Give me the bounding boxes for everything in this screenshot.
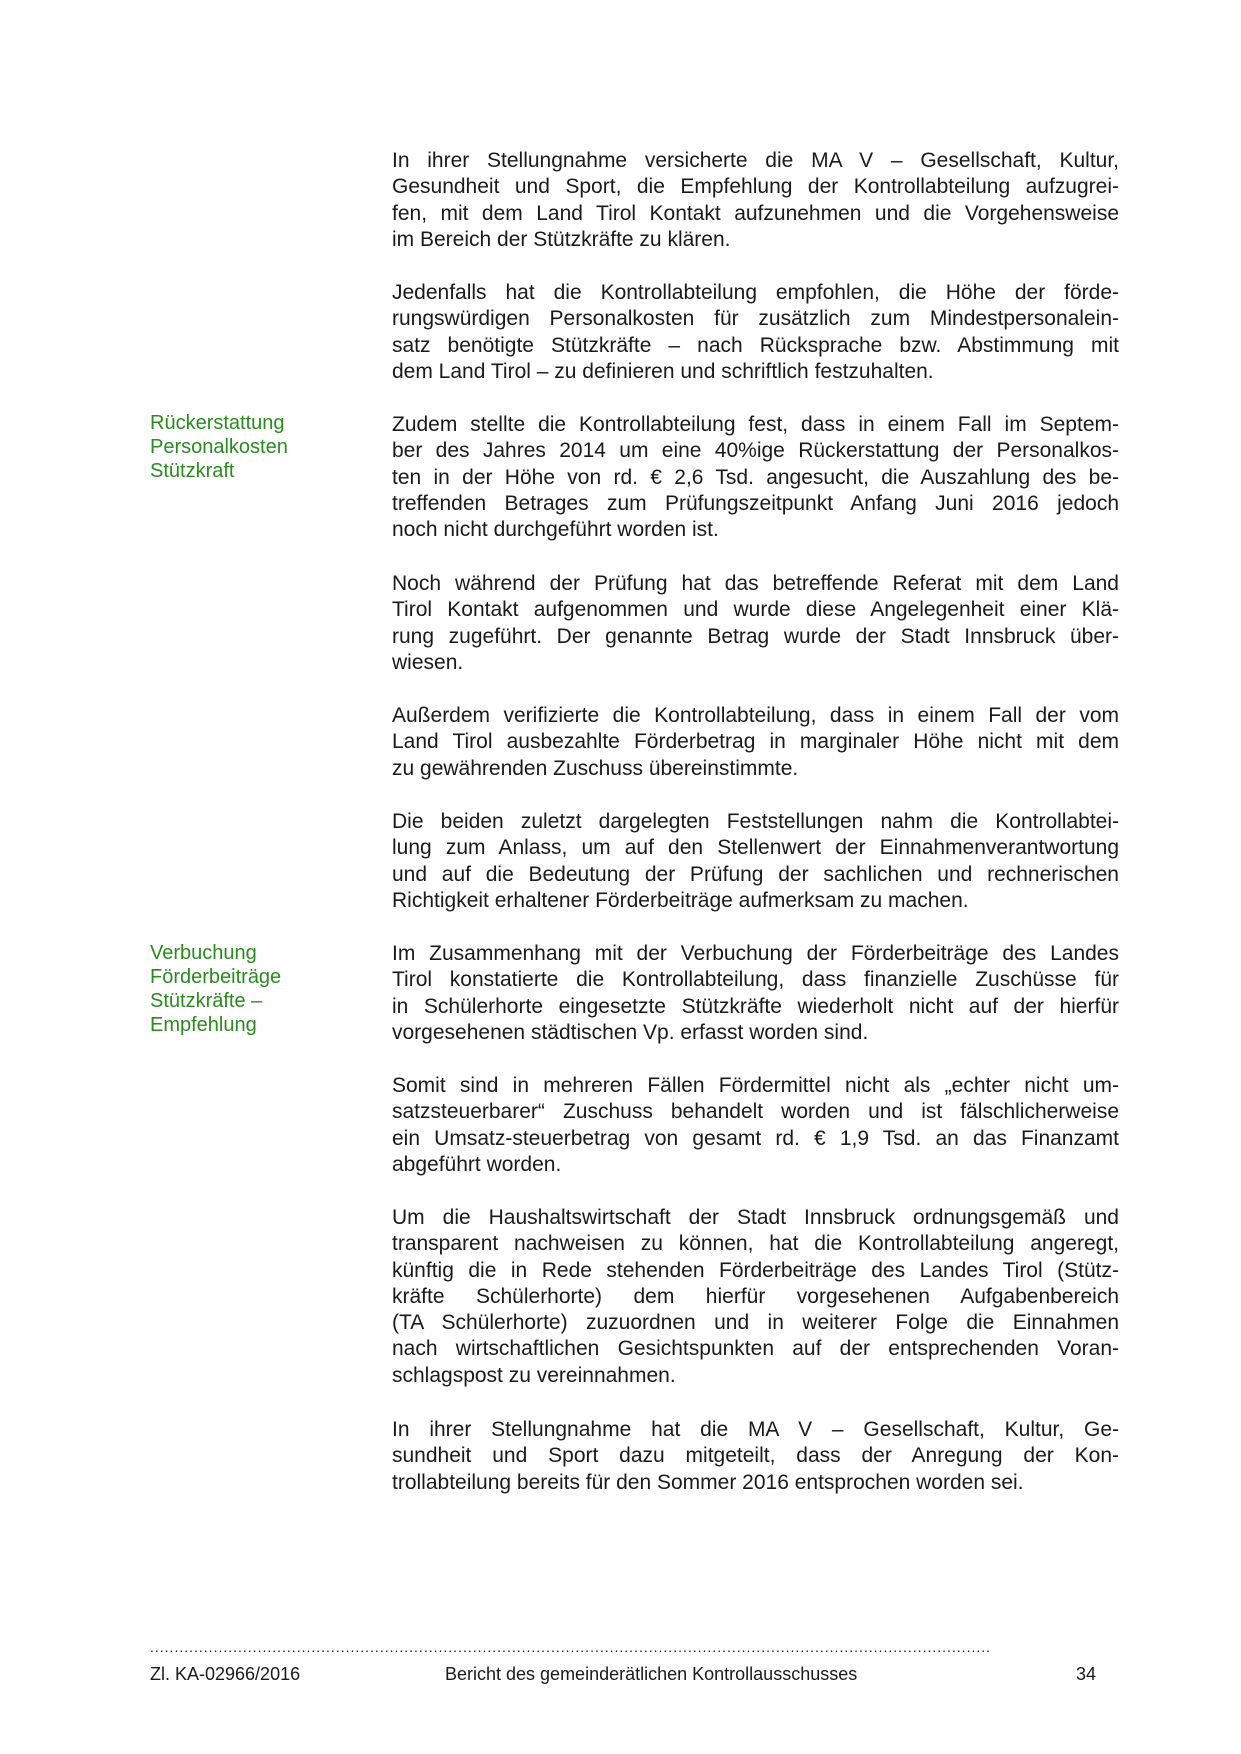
text-line: Richtigkeit erhaltener Förderbeiträge aufmerksam zu machen.: [392, 888, 969, 912]
text-line: (TA Schülerhorte) zuzuordnen und in weiterer Folge die Einnahmen: [392, 1311, 1119, 1335]
text-line: Die beiden zuletzt dargelegten Feststellungen nahm die Kontrollabtei-: [392, 810, 1119, 833]
margin-note-line: Förderbeiträge: [150, 966, 282, 988]
text-line: abgeführt worden.: [392, 1152, 562, 1176]
text-line: dem Land Tirol – zu definieren und schriftlich festzuhalten.: [392, 359, 934, 383]
text-line: sundheit und Sport dazu mitgeteilt, dass der Anregung der Kon-: [392, 1444, 1119, 1468]
text-line: Im Zusammenhang mit der Verbuchung der Förderbeiträge des Landes: [392, 942, 1119, 965]
text-line: Tirol Kontakt aufgenommen und wurde diese Angelegenheit einer Klä-: [392, 598, 1119, 622]
margin-note-rueckerstattung: [150, 411, 350, 483]
paragraph-4: [392, 571, 1119, 676]
text-line: ein Umsatz-steuerbetrag von gesamt rd. € 1,9 Tsd. an das Finanzamt: [392, 1126, 1119, 1150]
text-line: lung zum Anlass, um auf den Stellenwert der Einnahmenverantwortung: [392, 836, 1119, 860]
text-line: trollabteilung bereits für den Sommer 2016 entsprochen worden sei.: [392, 1470, 1024, 1494]
footer-title: Bericht des gemeinderätlichen Kontrollausschusses: [445, 1664, 858, 1684]
margin-note-line: Empfehlung: [150, 1014, 257, 1036]
text-line: rungswürdigen Personalkosten für zusätzlich zum Mindestpersonalein-: [392, 307, 1119, 331]
paragraph-9: [392, 1205, 1119, 1389]
text-line: satz benötigte Stützkräfte – nach Rücksprache bzw. Abstimmung mit: [392, 333, 1119, 357]
text-line: ten in der Höhe von rd. € 2,6 Tsd. angesucht, die Auszahlung des be-: [392, 465, 1119, 489]
text-line: im Bereich der Stützkräfte zu klären.: [392, 227, 731, 251]
text-line: Land Tirol ausbezahlte Förderbetrag in marginaler Höhe nicht mit dem: [392, 730, 1119, 754]
text-line: rung zugeführt. Der genannte Betrag wurde der Stadt Innsbruck über-: [392, 624, 1119, 648]
text-line: Noch während der Prüfung hat das betreffende Referat mit dem Land: [392, 572, 1119, 595]
margin-note-line: Verbuchung: [150, 942, 257, 964]
text-line: Um die Haushaltswirtschaft der Stadt Innsbruck ordnungsgemäß und: [392, 1206, 1119, 1229]
text-line: Außerdem verifizierte die Kontrollabteilung, dass in einem Fall der vom: [392, 704, 1119, 727]
margin-note-verbuchung: [150, 941, 350, 1037]
paragraph-8: [392, 1073, 1119, 1178]
paragraph-3: [392, 412, 1119, 543]
paragraph-7: [392, 941, 1119, 1046]
text-line: und auf die Bedeutung der Prüfung der sachlichen und rechnerischen: [392, 862, 1119, 886]
text-line: vorgesehenen städtischen Vp. erfasst worden sind.: [392, 1020, 869, 1044]
text-line: Jedenfalls hat die Kontrollabteilung empfohlen, die Höhe der förde-: [392, 281, 1119, 304]
text-line: Somit sind in mehreren Fällen Fördermittel nicht als „echter nicht um-: [392, 1074, 1119, 1097]
text-line: in Schülerhorte eingesetzte Stützkräfte wiederholt nicht auf der hierfür: [392, 994, 1119, 1018]
text-line: kräfte Schülerhorte) dem hierfür vorgesehenen Aufgabenbereich: [392, 1284, 1119, 1308]
text-line: In ihrer Stellungnahme versicherte die MA V – Gesellschaft, Kultur,: [392, 149, 1119, 172]
margin-note-line: Rückerstattung: [150, 412, 285, 434]
text-line: künftig die in Rede stehenden Förderbeiträge des Landes Tirol (Stütz-: [392, 1258, 1119, 1282]
text-line: Tirol konstatierte die Kontrollabteilung, dass finanzielle Zuschüsse für: [392, 968, 1119, 992]
footer-reference: Zl. KA-02966/2016: [150, 1664, 301, 1684]
paragraph-10: [392, 1417, 1119, 1496]
text-line: ber des Jahres 2014 um eine 40%ige Rückerstattung der Personalkos-: [392, 439, 1119, 463]
footer-dotted-rule: ............................................................................................................................................................................: [150, 1640, 992, 1654]
paragraph-5: [392, 703, 1119, 782]
paragraph-6: [392, 809, 1119, 914]
text-line: schlagspost zu vereinnahmen.: [392, 1363, 676, 1387]
text-line: In ihrer Stellungnahme hat die MA V – Gesellschaft, Kultur, Ge-: [392, 1418, 1119, 1441]
margin-note-line: Stützkraft: [150, 460, 235, 482]
text-line: Zudem stellte die Kontrollabteilung fest, dass in einem Fall im Septem-: [392, 413, 1119, 436]
text-line: wiesen.: [392, 650, 464, 674]
text-line: treffenden Betrages zum Prüfungszeitpunkt Anfang Juni 2016 jedoch: [392, 491, 1119, 515]
text-line: zu gewährenden Zuschuss übereinstimmte.: [392, 756, 799, 780]
text-line: satzsteuerbarer“ Zuschuss behandelt worden und ist fälschlicherweise: [392, 1100, 1119, 1124]
margin-note-line: Personalkosten: [150, 436, 288, 458]
paragraph-2: [392, 280, 1119, 385]
text-line: Gesundheit und Sport, die Empfehlung der Kontrollabteilung aufzugrei-: [392, 175, 1119, 199]
paragraph-1: [392, 148, 1119, 253]
text-line: fen, mit dem Land Tirol Kontakt aufzunehmen und die Vorgehensweise: [392, 201, 1119, 225]
text-line: noch nicht durchgeführt worden ist.: [392, 518, 719, 542]
margin-note-line: Stützkräfte –: [150, 990, 263, 1012]
text-line: nach wirtschaftlichen Gesichtspunkten auf der entsprechenden Voran-: [392, 1337, 1119, 1361]
page-number: 34: [1075, 1664, 1096, 1684]
text-line: transparent nachweisen zu können, hat die Kontrollabteilung angeregt,: [392, 1232, 1119, 1256]
